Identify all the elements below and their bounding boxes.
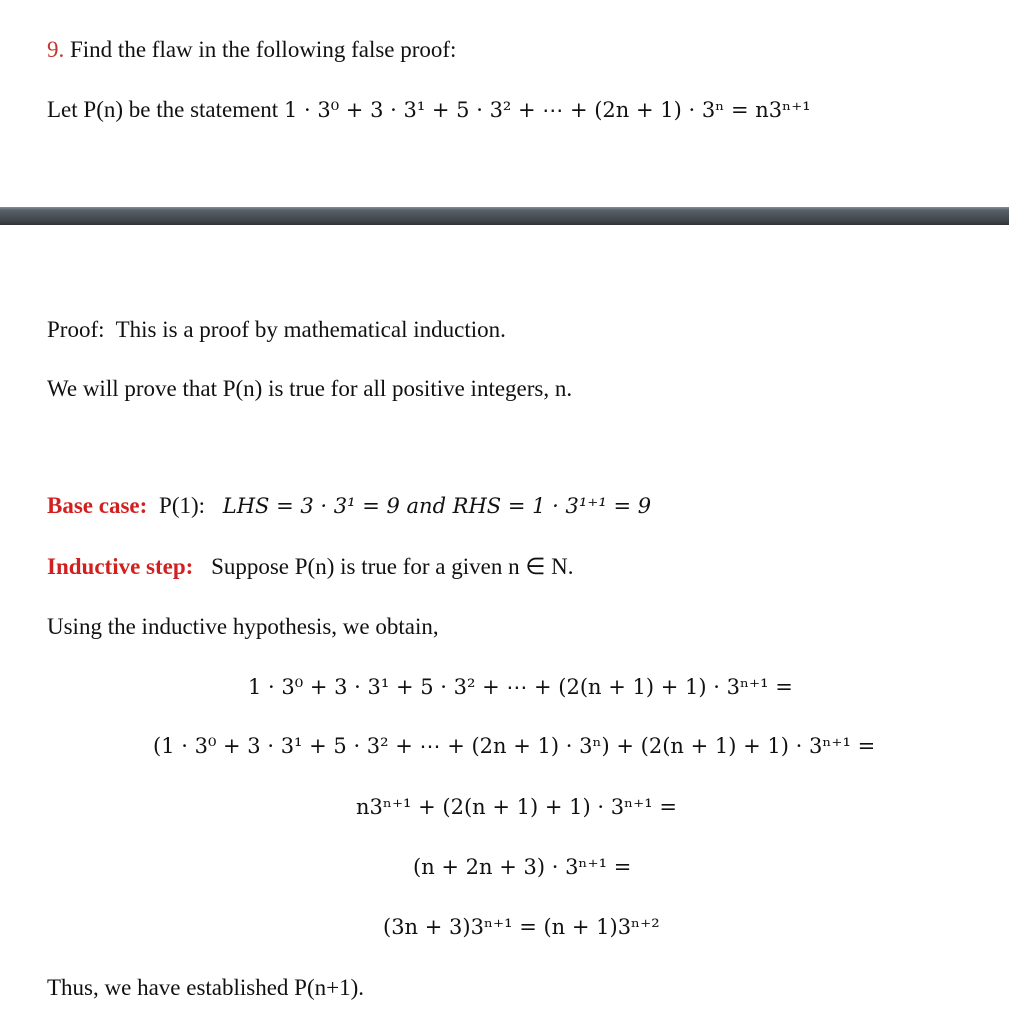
inductive-step-text: Suppose P(n) is true for a given n ∈ N. xyxy=(211,554,574,579)
page-divider xyxy=(0,207,1009,225)
statement-formula: 1 · 3⁰ + 3 · 3¹ + 5 · 3² + ⋯ + (2n + 1) · 3ⁿ = n3ⁿ⁺¹ xyxy=(283,98,811,122)
derivation-line-1: 1 · 3⁰ + 3 · 3¹ + 5 · 3² + ⋯ + (2(n + 1) + 1) · 3ⁿ⁺¹ = xyxy=(248,675,793,699)
base-case-label: Base case: xyxy=(47,493,148,518)
base-case-text: P(1): xyxy=(159,493,206,518)
statement-intro: Let P(n) be the statement xyxy=(47,97,279,122)
derivation-intro: Using the inductive hypothesis, we obtain, xyxy=(47,614,439,639)
question-number: 9. xyxy=(47,37,65,62)
conclusion: Thus, we have established P(n+1). xyxy=(47,975,365,1000)
question-heading xyxy=(47,38,456,61)
base-case-formula: LHS = 3 · 3¹ = 9 and RHS = 1 · 3¹⁺¹ = 9 xyxy=(222,494,652,518)
proof-line-2: We will prove that P(n) is true for all positive integers, n. xyxy=(47,376,573,401)
statement-line xyxy=(47,98,811,121)
derivation-line-2: (1 · 3⁰ + 3 · 3¹ + 5 · 3² + ⋯ + (2n + 1) · 3ⁿ) + (2(n + 1) + 1) · 3ⁿ⁺¹ = xyxy=(153,734,876,758)
base-case-line xyxy=(47,494,651,517)
inductive-step-line xyxy=(47,555,574,578)
derivation-line-4: (n + 2n + 3) · 3ⁿ⁺¹ = xyxy=(413,855,632,879)
proof-line-1: Proof: This is a proof by mathematical induction. xyxy=(47,317,506,342)
derivation-line-5: (3n + 3)3ⁿ⁺¹ = (n + 1)3ⁿ⁺² xyxy=(383,915,660,939)
question-title: Find the flaw in the following false proof: xyxy=(70,37,457,62)
derivation-line-3: n3ⁿ⁺¹ + (2(n + 1) + 1) · 3ⁿ⁺¹ = xyxy=(356,795,677,819)
inductive-step-label: Inductive step: xyxy=(47,554,194,579)
